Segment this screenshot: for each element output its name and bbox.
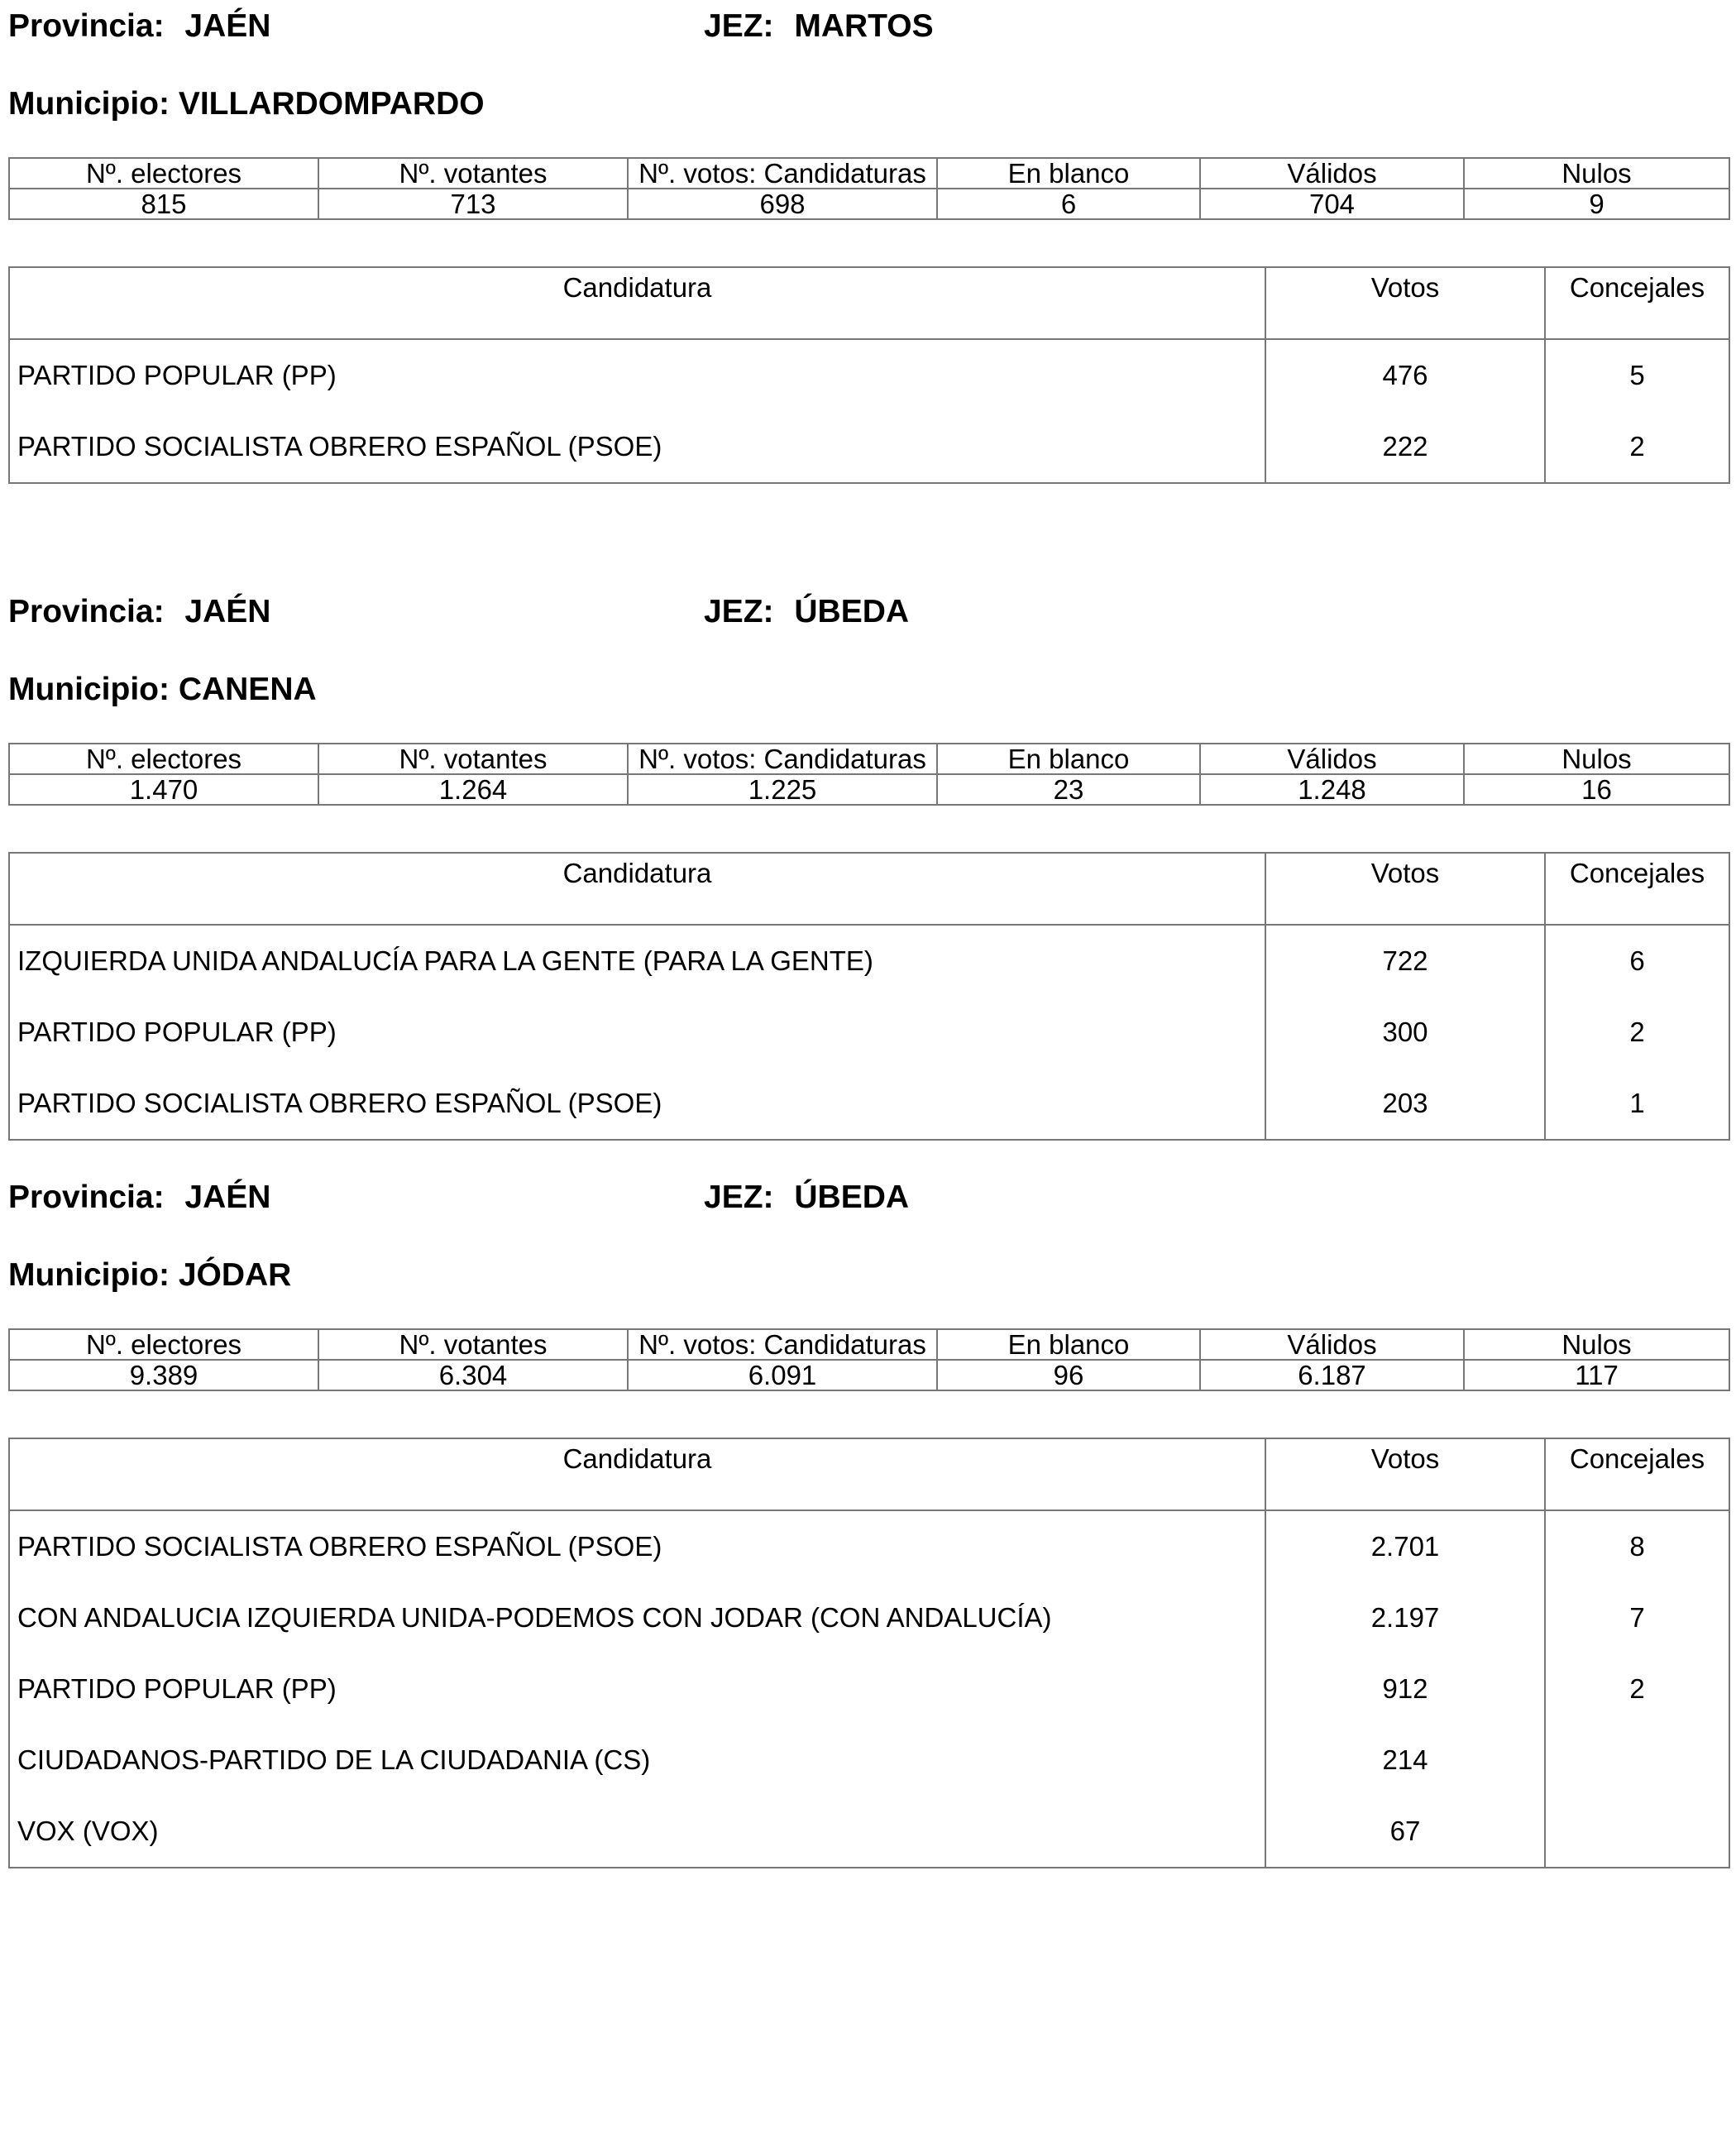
stats-nulos: 16 [1464,774,1729,805]
provincia-line [8,8,270,45]
results-header-candidatura: Candidatura [9,1438,1265,1510]
results-row [9,925,1729,997]
candidatura-name: PARTIDO POPULAR (PP) [9,339,1265,411]
results-header-candidatura: Candidatura [9,267,1265,339]
results-table [8,266,1730,484]
stats-header-validos: Válidos [1200,1329,1464,1360]
stats-votantes: 6.304 [318,1360,628,1390]
results-row [9,411,1729,483]
candidatura-concejales [1545,1796,1729,1868]
stats-nulos: 117 [1464,1360,1729,1390]
candidatura-name: IZQUIERDA UNIDA ANDALUCÍA PARA LA GENTE (PARA LA GENTE) [9,925,1265,997]
stats-validos: 1.248 [1200,774,1464,805]
candidatura-name: PARTIDO POPULAR (PP) [9,1653,1265,1725]
results-row [9,1510,1729,1582]
results-header-votos: Votos [1265,1438,1545,1510]
candidatura-votos: 476 [1265,339,1545,411]
stats-header-nulos: Nulos [1464,158,1729,189]
stats-header-candidaturas: Nº. votos: Candidaturas [628,1329,937,1360]
results-header-row [9,267,1729,339]
stats-value-row [9,774,1729,805]
results-row [9,339,1729,411]
stats-header-row [9,744,1729,774]
provincia-value: JAÉN [184,1179,271,1215]
jez-line [704,1179,909,1216]
jez-line [704,8,934,45]
stats-candidaturas: 1.225 [628,774,937,805]
stats-header-validos: Válidos [1200,158,1464,189]
stats-votantes: 1.264 [318,774,628,805]
results-row [9,1582,1729,1653]
results-header-votos: Votos [1265,853,1545,925]
jez-value: ÚBEDA [794,1179,910,1215]
candidatura-name: CIUDADANOS-PARTIDO DE LA CIUDADANIA (CS) [9,1725,1265,1796]
candidatura-votos: 912 [1265,1653,1545,1725]
stats-electores: 1.470 [9,774,318,805]
stats-nulos: 9 [1464,189,1729,219]
candidatura-votos: 2.197 [1265,1582,1545,1653]
results-header-concejales: Concejales [1545,267,1729,339]
results-row [9,1068,1729,1140]
municipio-label: Municipio: [8,1257,170,1293]
provincia-label: Provincia: [8,594,165,629]
jez-value: ÚBEDA [794,594,910,629]
results-row [9,997,1729,1068]
stats-candidaturas: 698 [628,189,937,219]
municipio-value: CANENA [178,672,317,707]
stats-header-nulos: Nulos [1464,1329,1729,1360]
stats-header-blanco: En blanco [937,1329,1200,1360]
results-header-concejales: Concejales [1545,1438,1729,1510]
candidatura-votos: 300 [1265,997,1545,1068]
stats-header-candidaturas: Nº. votos: Candidaturas [628,158,937,189]
stats-validos: 704 [1200,189,1464,219]
candidatura-concejales: 7 [1629,1602,1645,1633]
candidatura-name: PARTIDO SOCIALISTA OBRERO ESPAÑOL (PSOE) [9,411,1265,483]
results-header-row [9,1438,1729,1510]
candidatura-votos: 67 [1265,1796,1545,1868]
stats-blanco: 23 [937,774,1200,805]
jez-line [704,594,909,630]
municipio-value: VILLARDOMPARDO [178,86,485,122]
results-header-concejales: Concejales [1545,853,1729,925]
stats-header-blanco: En blanco [937,158,1200,189]
candidatura-concejales: 5 [1629,360,1645,390]
candidatura-name: PARTIDO SOCIALISTA OBRERO ESPAÑOL (PSOE) [9,1068,1265,1140]
candidatura-concejales: 2 [1629,1017,1645,1047]
stats-header-row [9,158,1729,189]
stats-electores: 9.389 [9,1360,318,1390]
candidatura-votos: 214 [1265,1725,1545,1796]
provincia-value: JAÉN [184,8,271,44]
candidatura-name: VOX (VOX) [9,1796,1265,1868]
provincia-line [8,1179,270,1216]
jez-label: JEZ: [704,594,774,629]
stats-header-electores: Nº. electores [9,158,318,189]
stats-header-candidaturas: Nº. votos: Candidaturas [628,744,937,774]
stats-header-validos: Válidos [1200,744,1464,774]
candidatura-concejales [1545,1725,1729,1796]
candidatura-name: CON ANDALUCIA IZQUIERDA UNIDA-PODEMOS CON JODAR (CON ANDALUCÍA) [9,1582,1265,1653]
results-row [9,1725,1729,1796]
municipio-line [8,1257,291,1294]
stats-validos: 6.187 [1200,1360,1464,1390]
municipio-line [8,86,485,122]
candidatura-name: PARTIDO POPULAR (PP) [9,997,1265,1068]
stats-table [8,157,1730,220]
stats-votantes: 713 [318,189,628,219]
jez-label: JEZ: [704,1179,774,1215]
results-table [8,1438,1730,1868]
stats-header-row [9,1329,1729,1360]
provincia-label: Provincia: [8,8,165,44]
results-row [9,1796,1729,1868]
stats-header-votantes: Nº. votantes [318,158,628,189]
municipio-line [8,672,317,708]
candidatura-votos: 722 [1265,925,1545,997]
stats-table [8,1328,1730,1391]
municipio-label: Municipio: [8,86,170,122]
results-table [8,852,1730,1141]
candidatura-concejales: 1 [1629,1088,1645,1118]
candidatura-name: PARTIDO SOCIALISTA OBRERO ESPAÑOL (PSOE) [9,1510,1265,1582]
stats-blanco: 96 [937,1360,1200,1390]
jez-value: MARTOS [794,8,934,44]
stats-header-electores: Nº. electores [9,744,318,774]
stats-header-blanco: En blanco [937,744,1200,774]
results-row [9,1653,1729,1725]
municipio-value: JÓDAR [178,1257,292,1293]
candidatura-concejales: 6 [1629,945,1645,976]
stats-header-votantes: Nº. votantes [318,1329,628,1360]
candidatura-concejales: 8 [1629,1531,1645,1562]
stats-header-electores: Nº. electores [9,1329,318,1360]
stats-table [8,743,1730,806]
candidatura-concejales: 2 [1629,1673,1645,1704]
stats-value-row [9,1360,1729,1390]
provincia-label: Provincia: [8,1179,165,1215]
provincia-line [8,594,270,630]
jez-label: JEZ: [704,8,774,44]
stats-blanco: 6 [937,189,1200,219]
results-header-votos: Votos [1265,267,1545,339]
candidatura-votos: 203 [1265,1068,1545,1140]
candidatura-votos: 222 [1265,411,1545,483]
municipio-label: Municipio: [8,672,170,707]
stats-electores: 815 [9,189,318,219]
results-header-row [9,853,1729,925]
candidatura-votos: 2.701 [1265,1510,1545,1582]
candidatura-concejales: 2 [1629,431,1645,462]
stats-candidaturas: 6.091 [628,1360,937,1390]
provincia-value: JAÉN [184,594,271,629]
stats-header-nulos: Nulos [1464,744,1729,774]
stats-header-votantes: Nº. votantes [318,744,628,774]
stats-value-row [9,189,1729,219]
results-header-candidatura: Candidatura [9,853,1265,925]
